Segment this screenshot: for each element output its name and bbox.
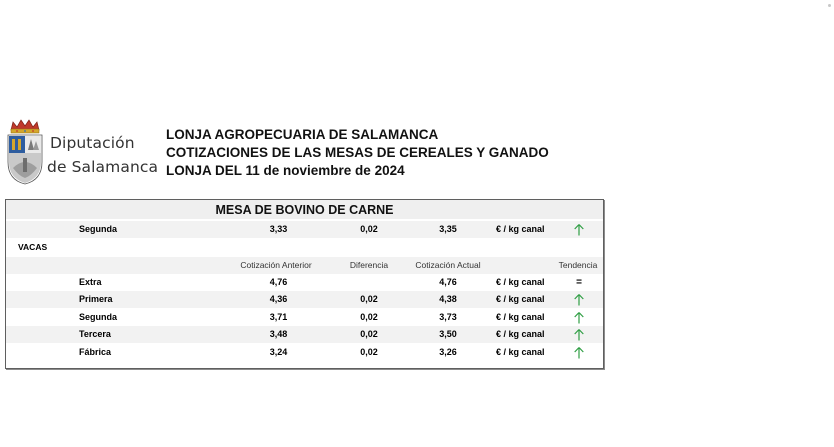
table-row bbox=[6, 274, 603, 291]
previous-price: 3,33 bbox=[269, 224, 288, 234]
price-difference: 0,02 bbox=[360, 329, 378, 339]
row-label: Segunda bbox=[79, 312, 118, 322]
column-header-diff: Diferencia bbox=[349, 260, 389, 270]
report-header bbox=[166, 126, 549, 180]
price-unit: € / kg canal bbox=[496, 294, 545, 304]
price-unit: € / kg canal bbox=[496, 312, 545, 322]
column-header-row bbox=[6, 257, 603, 274]
table-row bbox=[6, 291, 603, 308]
price-unit: € / kg canal bbox=[496, 347, 545, 357]
up-arrow-icon bbox=[568, 221, 590, 236]
row-label: Extra bbox=[79, 277, 102, 287]
coat-of-arms-icon bbox=[4, 118, 46, 186]
up-arrow-icon bbox=[568, 326, 590, 341]
equal-trend-icon: = bbox=[576, 277, 582, 288]
corner-dot bbox=[828, 4, 831, 7]
current-price: 3,35 bbox=[439, 224, 457, 234]
previous-price: 3,71 bbox=[269, 312, 288, 322]
current-price: 3,26 bbox=[439, 347, 457, 357]
up-arrow-icon bbox=[568, 344, 590, 359]
header-date: LONJA DEL 11 de noviembre de 2024 bbox=[166, 163, 405, 178]
table-row bbox=[6, 326, 603, 343]
price-difference: 0,02 bbox=[360, 224, 378, 234]
column-header-curr: Cotización Actual bbox=[415, 260, 481, 270]
board-title: MESA DE BOVINO DE CARNE bbox=[6, 200, 603, 219]
price-board bbox=[5, 199, 604, 369]
price-difference: 0,02 bbox=[360, 347, 378, 357]
row-label: Tercera bbox=[79, 329, 111, 339]
current-price: 4,38 bbox=[439, 294, 457, 304]
column-header-prev: Cotización Anterior bbox=[240, 260, 312, 270]
up-arrow-icon bbox=[568, 309, 590, 324]
price-unit: € / kg canal bbox=[496, 277, 545, 287]
diputacion-logo bbox=[4, 118, 159, 188]
table-row bbox=[6, 221, 603, 238]
section-row bbox=[6, 239, 603, 256]
column-header-trend: Tendencia bbox=[558, 260, 598, 270]
previous-price: 4,36 bbox=[269, 294, 288, 304]
row-label: Primera bbox=[79, 294, 113, 304]
up-arrow-icon bbox=[568, 291, 590, 306]
table-row bbox=[6, 344, 603, 361]
current-price: 4,76 bbox=[439, 277, 457, 287]
current-price: 3,50 bbox=[439, 329, 457, 339]
price-unit: € / kg canal bbox=[496, 224, 545, 234]
price-difference: 0,02 bbox=[360, 294, 378, 304]
previous-price: 3,48 bbox=[269, 329, 288, 339]
logo-text-salamanca: de Salamanca bbox=[47, 158, 159, 176]
row-label: Fábrica bbox=[79, 347, 112, 357]
previous-price: 4,76 bbox=[269, 277, 288, 287]
section-label-vacas: VACAS bbox=[18, 242, 48, 252]
price-difference: 0,02 bbox=[360, 312, 378, 322]
header-title: LONJA AGROPECUARIA DE SALAMANCA bbox=[166, 127, 439, 142]
previous-price: 3,24 bbox=[269, 347, 288, 357]
price-unit: € / kg canal bbox=[496, 329, 545, 339]
logo-text-diputacion: Diputación bbox=[50, 134, 135, 152]
current-price: 3,73 bbox=[439, 312, 457, 322]
header-subtitle: COTIZACIONES DE LAS MESAS DE CEREALES Y GANADO bbox=[166, 145, 549, 160]
table-row bbox=[6, 309, 603, 326]
row-label: Segunda bbox=[79, 224, 118, 234]
